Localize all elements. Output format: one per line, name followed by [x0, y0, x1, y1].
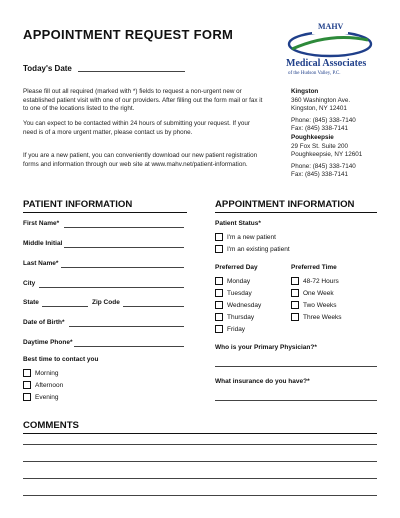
checkbox-box[interactable] [23, 369, 31, 377]
comments-heading: COMMENTS [23, 420, 79, 431]
checkbox-monday[interactable] [215, 277, 250, 285]
checkbox-box[interactable] [291, 301, 299, 309]
primary-physician-field[interactable] [215, 366, 377, 367]
checkbox-label: Monday [227, 277, 251, 285]
zip-code-label: Zip Code [92, 299, 120, 306]
location-address-2: Poughkeepsie, NY 12601 [291, 151, 363, 159]
date-of-birth-field[interactable] [69, 326, 184, 327]
location-address-2: Kingston, NY 12401 [291, 105, 347, 113]
location-fax: Fax: (845) 338-7141 [291, 171, 349, 179]
middle-initial-field[interactable] [64, 247, 184, 248]
checkbox-evening[interactable] [23, 393, 59, 401]
checkbox-label: Afternoon [35, 381, 64, 389]
last-name-field[interactable] [61, 267, 184, 268]
comments-line[interactable] [23, 461, 377, 462]
checkbox-wednesday[interactable] [215, 301, 261, 309]
checkbox-friday[interactable] [215, 325, 245, 333]
location-phone: Phone: (845) 338-7140 [291, 162, 356, 170]
checkbox-existing-patient[interactable] [215, 245, 290, 253]
checkbox-box[interactable] [215, 325, 223, 333]
checkbox-label: Thursday [227, 313, 255, 321]
first-name-field[interactable] [64, 227, 184, 228]
checkbox-label: Friday [227, 325, 246, 333]
checkbox-label: I'm an existing patient [227, 245, 290, 253]
location-address-1: 360 Washington Ave. [291, 97, 351, 104]
checkbox-label: Evening [35, 393, 59, 401]
checkbox-label: One Week [303, 289, 334, 297]
checkbox-three-weeks[interactable] [291, 313, 342, 321]
checkbox-box[interactable] [23, 393, 31, 401]
checkbox-box[interactable] [215, 301, 223, 309]
checkbox-two-weeks[interactable] [291, 301, 336, 309]
logo-abbr: MAHV [318, 22, 344, 31]
checkbox-box[interactable] [23, 381, 31, 389]
checkbox-thursday[interactable] [215, 313, 254, 321]
middle-initial-label: Middle Initial [23, 240, 63, 247]
checkbox-box[interactable] [215, 289, 223, 297]
intro-paragraph-1: Please fill out all required (marked with *) fields to request a non-urgent new or established patient visit with one of our providers. After filling out the form mail or fax it to one of the locations listed to the right. [23, 88, 263, 113]
zip-code-field[interactable] [123, 306, 184, 307]
comments-line[interactable] [23, 444, 377, 445]
checkbox-label: Two Weeks [303, 301, 337, 309]
preferred-time-label: Preferred Time [291, 264, 337, 271]
checkbox-48-72-hours[interactable] [291, 277, 339, 285]
checkbox-box[interactable] [215, 233, 223, 241]
mahv-logo [282, 22, 378, 80]
patient-status-label: Patient Status* [215, 220, 261, 227]
first-name-label: First Name* [23, 220, 60, 227]
insurance-label: What insurance do you have?* [215, 378, 310, 385]
form-title: APPOINTMENT REQUEST FORM [23, 27, 234, 42]
location-name: Kingston [291, 88, 319, 95]
comments-line[interactable] [23, 478, 377, 479]
comments-line[interactable] [23, 495, 377, 496]
insurance-field[interactable] [215, 400, 377, 401]
logo-name: Medical Associates [286, 58, 367, 69]
checkbox-morning[interactable] [23, 369, 58, 377]
location-fax: Fax: (845) 338-7141 [291, 125, 349, 133]
todays-date-label: Today's Date [23, 64, 72, 73]
checkbox-label: Wednesday [227, 301, 262, 309]
checkbox-box[interactable] [291, 277, 299, 285]
daytime-phone-field[interactable] [74, 346, 184, 347]
comments-divider [23, 433, 377, 434]
checkbox-box[interactable] [215, 313, 223, 321]
appointment-info-divider [215, 212, 377, 213]
city-field[interactable] [39, 287, 184, 288]
intro-paragraph-3: If you are a new patient, you can conveniently download our new patient registration forms and information through our web site at www.mahv.net/patient-information. [23, 152, 258, 168]
patient-info-heading: PATIENT INFORMATION [23, 199, 133, 210]
state-label: State [23, 299, 39, 306]
date-of-birth-label: Date of Birth* [23, 319, 65, 326]
checkbox-label: Three Weeks [303, 313, 342, 321]
checkbox-label: 48-72 Hours [303, 277, 339, 285]
primary-physician-label: Who is your Primary Physician?* [215, 344, 317, 351]
checkbox-label: Morning [35, 369, 59, 377]
location-address-1: 29 Fox St. Suite 200 [291, 143, 349, 150]
last-name-label: Last Name* [23, 260, 59, 267]
checkbox-new-patient[interactable] [215, 233, 276, 241]
best-time-label: Best time to contact you [23, 356, 99, 363]
patient-info-divider [23, 212, 187, 213]
city-label: City [23, 280, 36, 287]
checkbox-afternoon[interactable] [23, 381, 63, 389]
todays-date-field[interactable] [78, 71, 185, 72]
logo-tagline: of the Hudson Valley, P.C. [288, 71, 341, 76]
preferred-day-label: Preferred Day [215, 264, 258, 271]
checkbox-one-week[interactable] [291, 289, 334, 297]
location-phone: Phone: (845) 338-7140 [291, 116, 356, 124]
checkbox-box[interactable] [215, 277, 223, 285]
checkbox-box[interactable] [215, 245, 223, 253]
location-poughkeepsie [291, 134, 391, 180]
checkbox-label: I'm a new patient [227, 233, 276, 241]
checkbox-box[interactable] [291, 289, 299, 297]
checkbox-tuesday[interactable] [215, 289, 252, 297]
location-kingston [291, 88, 391, 134]
state-field[interactable] [42, 306, 88, 307]
appointment-info-heading: APPOINTMENT INFORMATION [215, 199, 355, 210]
checkbox-box[interactable] [291, 313, 299, 321]
daytime-phone-label: Daytime Phone* [23, 339, 73, 346]
location-name: Poughkeepsie [291, 134, 334, 141]
checkbox-label: Tuesday [227, 289, 252, 297]
intro-paragraph-2: You can expect to be contacted within 24 hours of submitting your request. If your need is of a more urgent matter, please contact us by phone. [23, 120, 250, 136]
